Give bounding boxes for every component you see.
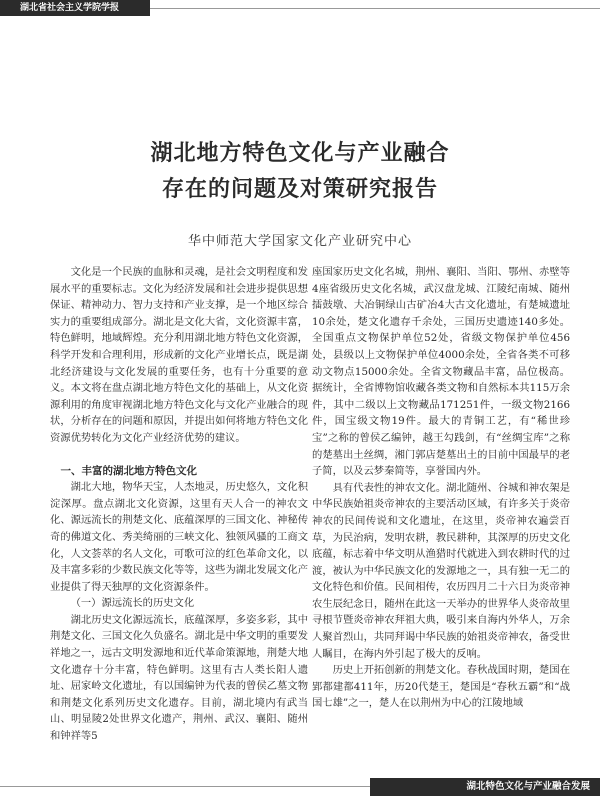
subsection-paragraph: 湖北历史文化源远流长，底蕴深厚，多姿多彩，其中荆楚文化、三国文化久负盛名。湖北是中华文明的重要发祥地之一，远古文明发源地和近代革命策源地，荆楚大地文化遗存十分丰富，特色鲜明。这里有古人类长阳人遗址、屈家岭文化遗址，有以国编钟为代表的曾侯乙墓文物和荆楚文化系列历史文化遗存。目前，湖北境内有武当山、明显陵2处世界文化遗产，荆州、武汉、襄阳、随州和钟祥等5 [50,613,308,743]
footer-rule [0,786,370,787]
subsection-heading: （一）源远流长的历史文化 [70,597,195,610]
journal-footer-label: 湖北特色文化与产业融合发展 [466,781,590,792]
right-column [312,264,570,712]
header-rule [150,8,600,9]
shennong-paragraph: 具有代表性的神农文化。湖北随州、谷城和神农架是中华民族始祖炎帝神农的主要活动区域，有许多关于炎帝神农的民间传说和文化遗址，在这里，炎帝神农遍尝百草，为民治病，发明农耕，教民耕种，其深厚的历史文化底蕴，标志着中华文明从渔猎时代就进入到农耕时代的过渡，被认为中华民族文化的发源地之一，具有独一无二的文化特色和价值。民间相传，农历四月二十六日为炎帝神农生辰纪念日，随州在此这一天举办的世界华人炎帝故里寻根节暨炎帝神农拜祖大典，吸引来自海内外华人，万余人聚首烈山，共同拜谒中华民族的始祖炎帝神农，备受世人瞩目，在海内外引起了极大的反响。 [312,481,570,660]
article-title-line-2: 存在的问题及对策研究报告 [161,177,438,202]
journal-header-bar [0,0,150,16]
section-heading: 一、丰富的湖北地方特色文化 [60,464,197,477]
journal-header-label: 湖北省社会主义学院学报 [20,3,120,13]
jingchu-paragraph: 历史上开拓创新的荆楚文化。春秋战国时期，楚国在郢都建都411年，历20代楚王，楚国是“春秋五霸”和“战国七雄”之一，楚人在以荆州为中心的江陵地域 [312,664,570,710]
section-paragraph: 湖北大地，物华天宝，人杰地灵，历史悠久，文化积淀深厚。盘点湖北文化资源，这里有天人合一的神农文化、源远流长的荆楚文化、底蕴深厚的三国文化、神秘传奇的佛道文化、秀美绮丽的三峡文化、独领风骚的工商文化，人文荟萃的名人文化，可歌可泣的红色革命文化，以及丰富多彩的少数民族文化等等，这些为湖北发展文化产业提供了得天独厚的文化资源条件。 [50,481,308,593]
journal-footer-bar [370,778,600,796]
article-title-line-1: 湖北地方特色文化与产业融合 [150,141,450,166]
continued-paragraph: 座国家历史文化名城，荆州、襄阳、当阳、鄂州、赤壁等4座省级历史文化名城，武汉盘龙城、江陵纪南城、随州擂鼓墩、大冶铜绿山古矿冶4大古文化遗址，有楚城遗址10余处，楚文化遗存千余处，三国历史遗迹140多处。全国重点文物保护单位52处，省级文物保护单位456处，县级以上文物保护单位4000余处，全省各类不可移动文物点15000余处。全省文物藏品丰富，品位极高。据统计，全省博物馆收藏各类文物和自然标本共115万余件，其中二级以上文物藏品171251件，一级文物2166件，国宝级文物19件。最大的青铜工艺，有“稀世珍宝”之称的曾侯乙编钟，越王勾践剑，有“丝绸宝库”之称的楚墓出土丝绸，湘门郭店楚墓出土的目前中国最早的老子简，以及云梦秦简等，享誉国内外。 [312,266,570,478]
intro-paragraph: 文化是一个民族的血脉和灵魂，是社会文明程度和发展水平的重要标志。文化为经济发展和社会进步提供思想保证、精神动力、智力支持和产业支撑，是一个地区综合实力的重要组成部分。湖北是文化大省，文化资源丰富，特色鲜明，地域辉煌。充分利用湖北地方特色文化资源，科学开发和合理利用，形成新的文化产业增长点，既是湖北经济建设与文化发展的重要任务，也有十分重要的意义。本文将在盘点湖北地方特色文化的基础上，从文化资源利用的角度审视湖北地方特色文化与文化产业融合的现状，分析存在的问题和原因，并提出如何将地方特色文化资源优势转化为文化产业经济优势的建议。 [50,266,308,444]
author-byline: 华中师范大学国家文化产业研究中心 [187,234,412,249]
left-column [50,264,308,745]
